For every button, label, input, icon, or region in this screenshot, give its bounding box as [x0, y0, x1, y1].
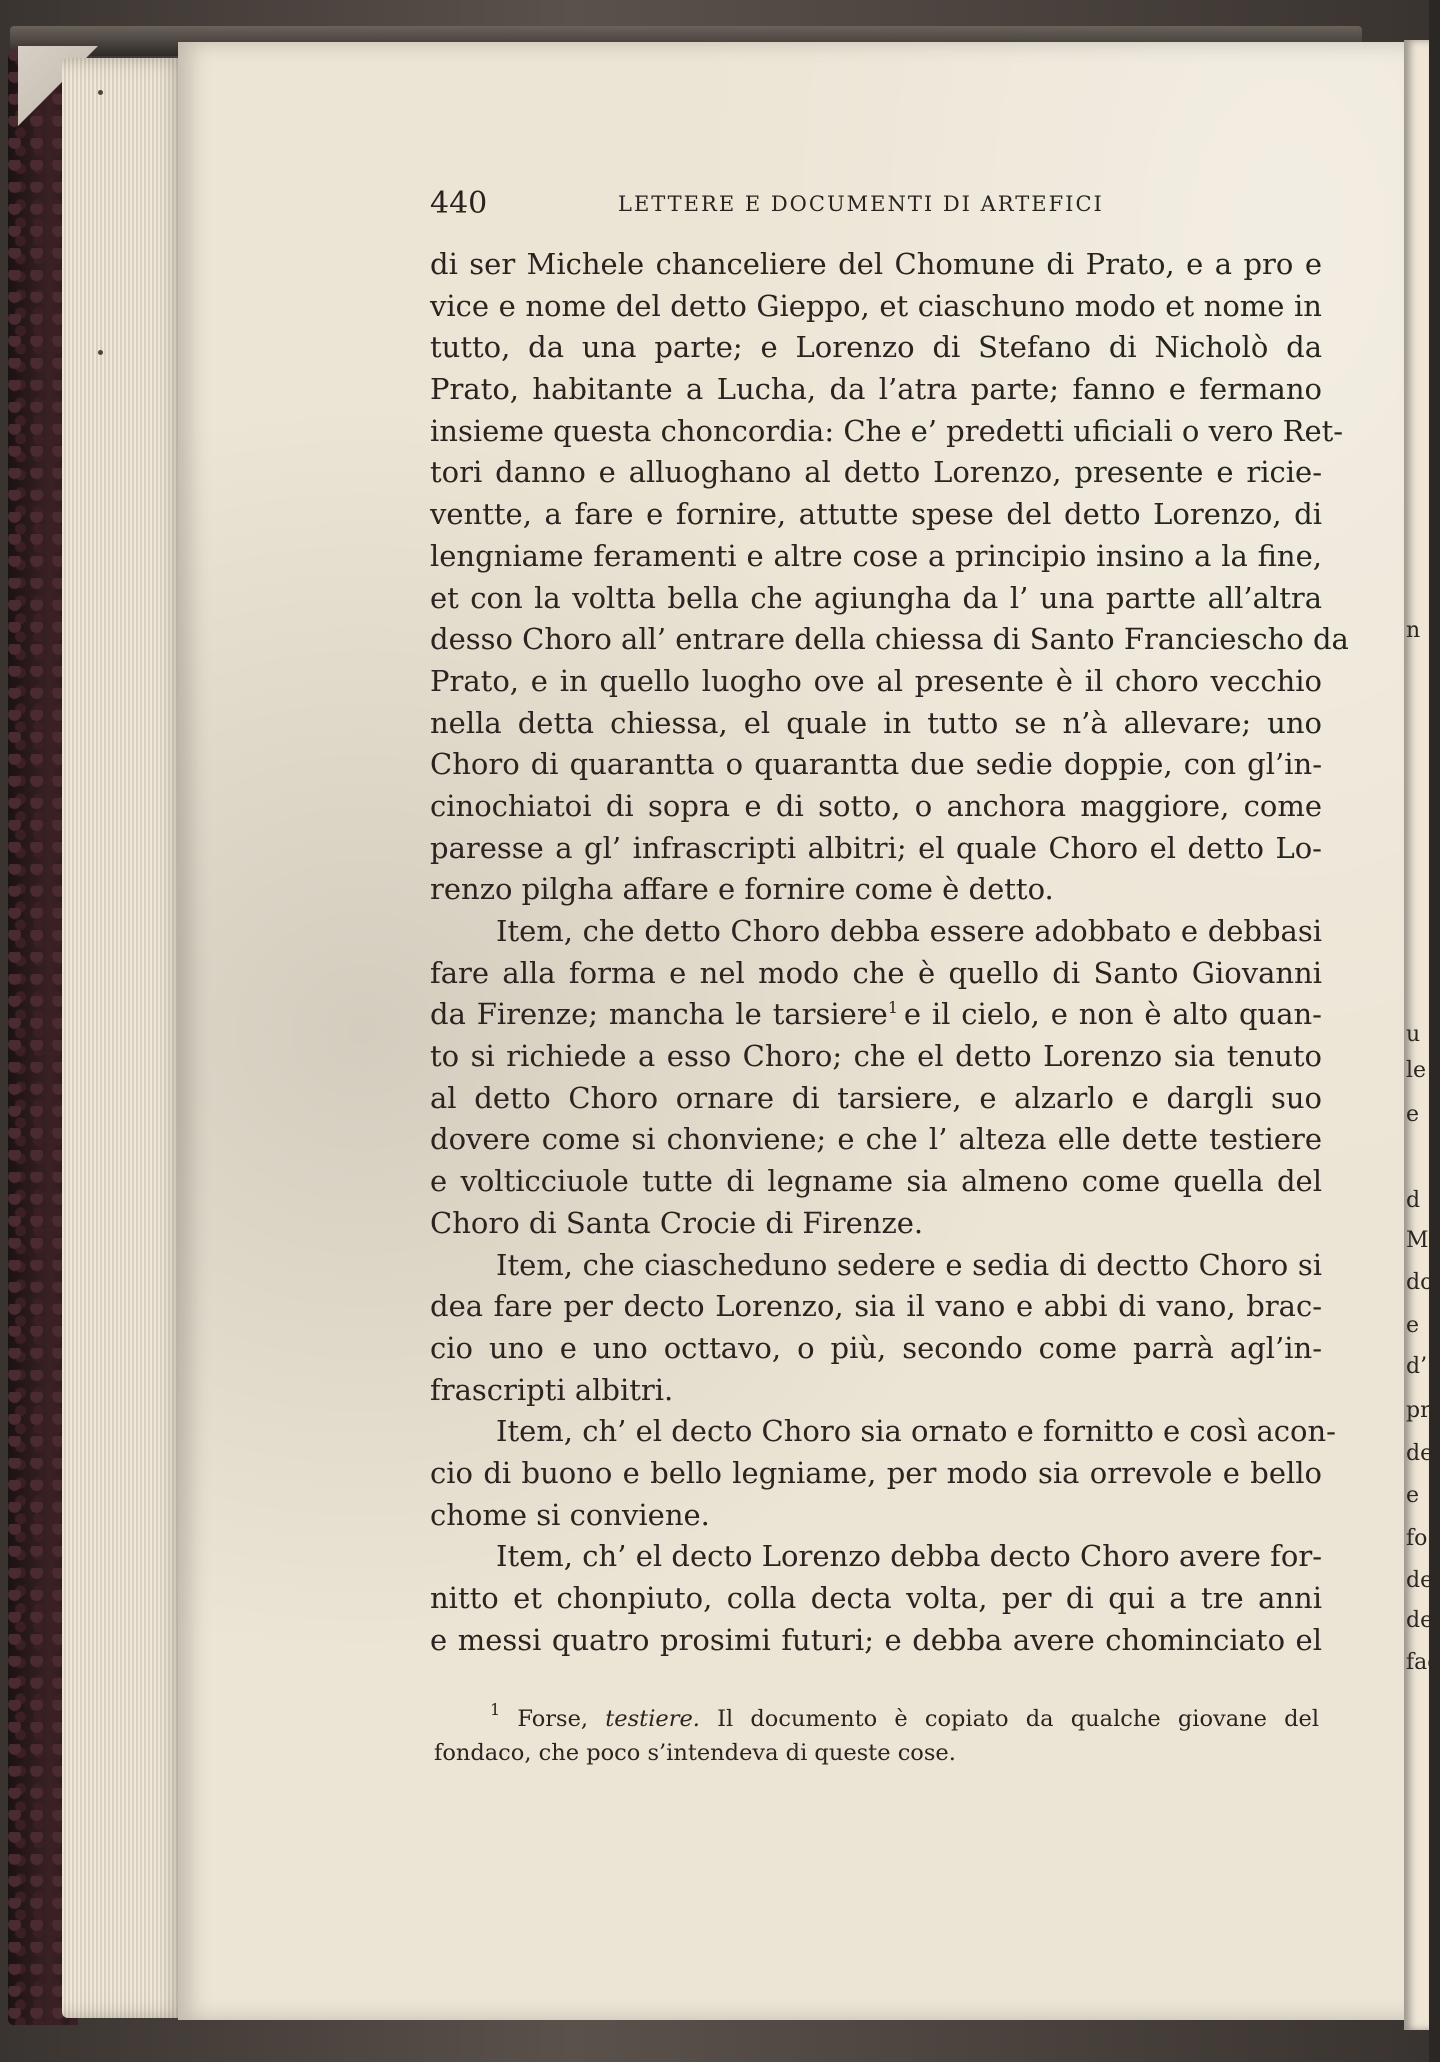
next-page-fragment: do [1406, 1270, 1434, 1295]
next-page-fragment: fac [1406, 1650, 1440, 1675]
page-stack-edge [62, 58, 190, 2018]
next-page-fragment: de [1406, 1568, 1434, 1593]
text-line: Prato, e in quello luogho ove al presente è il choro vecchio [430, 663, 1322, 698]
next-page-fragment: u [1406, 1022, 1421, 1047]
footnote-italic: testiere. [605, 1706, 700, 1732]
footnote-line: fondaco, che poco s’intendeva di queste cose. [434, 1740, 956, 1766]
next-page-fragment: e [1406, 1313, 1420, 1338]
text-line: dea fare per decto Lorenzo, sia il vano e abbi di vano, brac- [430, 1289, 1322, 1324]
text-line: cio di buono e bello legniame, per modo sia orrevole e bello [430, 1455, 1322, 1490]
footnote [434, 1702, 1319, 1770]
text-line: Item, ch’ el decto Choro sia ornato e fornitto e così acon- [496, 1414, 1336, 1449]
page-number: 440 [430, 186, 488, 221]
next-page-fragment: le [1406, 1058, 1427, 1083]
next-page-fragment: pr [1406, 1398, 1431, 1423]
text-line: tori danno e alluoghano al detto Lorenzo, presente e ricie- [430, 455, 1322, 490]
next-page-fragment: fo [1406, 1526, 1428, 1551]
next-page-fragment: de [1406, 1608, 1434, 1633]
text-line: renzo pilgha affare e fornire come è detto. [430, 872, 1054, 907]
text-line: Item, ch’ el decto Lorenzo debba decto Choro avere for- [496, 1539, 1322, 1574]
next-page-fragment: e [1406, 1483, 1420, 1508]
footnote-text: Forse, [517, 1706, 589, 1732]
text-line: al detto Choro ornare di tarsiere, e alzarlo e dargli suo [430, 1080, 1322, 1115]
text-fragment: e il cielo, e non è alto quan- [903, 997, 1322, 1032]
text-line: e messi quatro prosimi futuri; e debba avere chominciato el [430, 1622, 1322, 1657]
body-text [430, 244, 1349, 1661]
text-line: ventte, a fare e fornire, attutte spese del detto Lorenzo, di [430, 497, 1322, 532]
text-line: et con la voltta bella che agiungha da l’ una partte all’altra [430, 580, 1322, 615]
next-page-fragment: de [1406, 1441, 1434, 1466]
footnote-line [434, 1702, 1319, 1736]
text-line: chome si conviene. [430, 1497, 710, 1532]
next-page-edge [1404, 40, 1440, 2030]
text-line: dovere come si chonviene; e che l’ alteza elle dette testiere [430, 1122, 1322, 1157]
next-page-fragment: d’ [1406, 1354, 1428, 1379]
next-page-fragment: d [1406, 1188, 1421, 1213]
text-fragment: da Firenze; mancha le tarsiere [430, 997, 888, 1032]
text-line: Choro di quarantta o quarantta due sedie doppie, con gl’in- [430, 747, 1322, 782]
text-line: cio uno e uno octtavo, o più, secondo come parrà agl’in- [430, 1330, 1322, 1365]
footnote-text: Il documento è copiato da qualche giovane del [717, 1706, 1320, 1732]
text-line: cinochiatoi di sopra e di sotto, o anchora maggiore, come [430, 788, 1322, 823]
text-line: frascripti albitri. [430, 1372, 674, 1407]
text-line: fare alla forma e nel modo che è quello di Santo Giovanni [430, 955, 1322, 990]
footnote-ref: 1 [887, 998, 899, 1018]
text-line: desso Choro all’ entrare della chiessa di Santo Franciescho da [430, 622, 1349, 657]
text-line [430, 994, 1322, 1036]
text-line: Item, che ciascheduno sedere e sedia di dectto Choro si [496, 1247, 1322, 1282]
page-header [430, 186, 1330, 222]
text-line: di ser Michele chanceliere del Chomune di Prato, e a pro e [430, 247, 1322, 281]
text-line: nitto et chonpiuto, colla decta volta, per di qui a tre anni [430, 1581, 1322, 1615]
text-line: paresse a gl’ infrascripti albitri; el quale Choro el detto Lo- [430, 830, 1322, 865]
text-line: Prato, habitante a Lucha, da l’atra parte; fanno e fermano [430, 372, 1322, 407]
footnote-marker: 1 [490, 1700, 501, 1719]
running-head: LETTERE E DOCUMENTI DI ARTEFICI [618, 192, 1104, 216]
text-line: insieme questa choncordia: Che e’ predetti uficiali o vero Ret- [430, 413, 1344, 448]
text-line: Choro di Santa Crocie di Firenze. [430, 1205, 924, 1240]
next-page-fragment: n [1406, 618, 1421, 643]
text-line: lengniame feramenti e altre cose a principio insino a la fine, [430, 538, 1322, 573]
next-page-fragment: e [1406, 1102, 1420, 1127]
text-line: e volticciuole tutte di legname sia almeno come quella del [430, 1164, 1322, 1199]
text-line: tutto, da una parte; e Lorenzo di Stefano di Nicholò da [430, 330, 1322, 365]
text-line: Item, che detto Choro debba essere adobbato e debbasi [496, 914, 1322, 948]
text-line: nella detta chiessa, el quale in tutto se n’à allevare; uno [430, 705, 1322, 740]
text-line: vice e nome del detto Gieppo, et ciaschuno modo et nome in [430, 288, 1322, 323]
paper-speck [98, 350, 103, 355]
paper-speck [98, 90, 103, 95]
text-line: to si richiede a esso Choro; che el detto Lorenzo sia tenuto [430, 1039, 1322, 1074]
next-page-fragment: M [1406, 1228, 1429, 1253]
